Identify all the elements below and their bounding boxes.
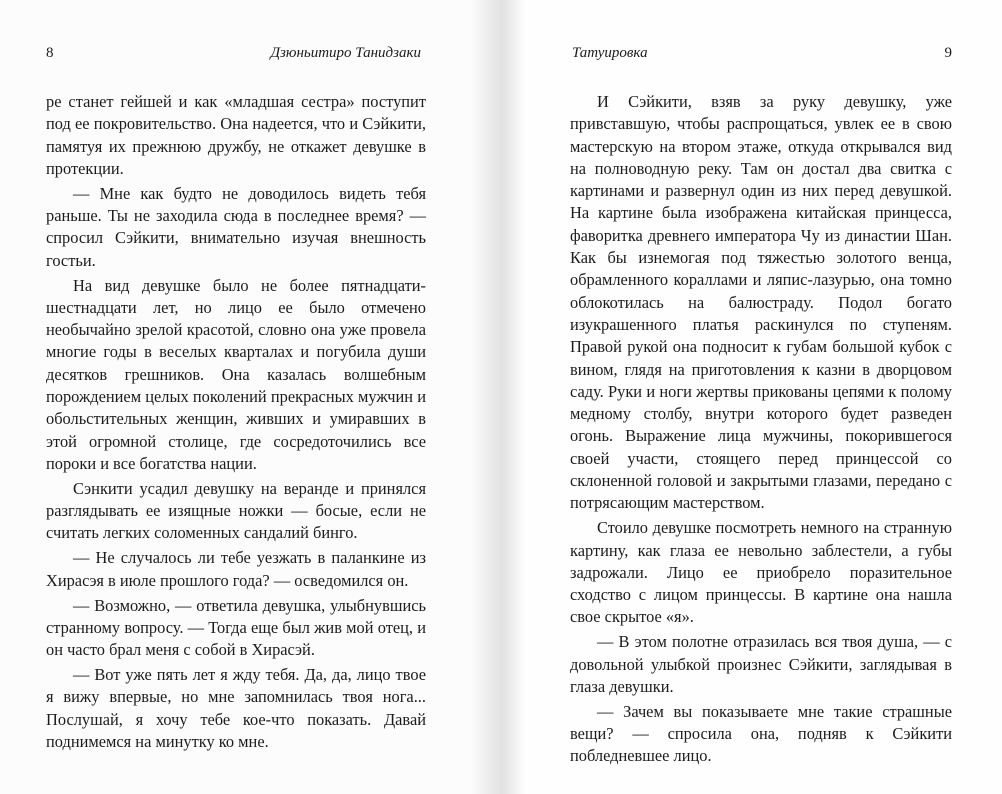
paragraph: Стоило девушке посмотреть немного на странную картину, как глаза ее невольно заблестели, а губы задрожали. Лицо ее приобрело поразительное сходство с лицом принцессы. В картине она нашла свое скрытое «я».: [570, 518, 952, 627]
body-text: [46, 91, 426, 753]
paragraph: — В этом полотне отразилась вся твоя душа, — с довольной улыбкой произнес Сэйкити, заглядывая в глаза девушки.: [570, 632, 952, 696]
running-head-title: Татуировка: [572, 45, 648, 61]
right-page: [501, 0, 1002, 794]
paragraph: — Возможно, — ответила девушка, улыбнувшись странному вопросу. — Тогда еще был жив мой отец, и он часто брал меня с собой в Хирасэй.: [46, 595, 426, 660]
paragraph: — Зачем вы показываете мне такие страшные вещи? — спросила она, подняв к Сэйкити побледневшее лицо.: [570, 701, 952, 766]
paragraph: — Мне как будто не доводилось видеть тебя раньше. Ты не заходила сюда в последнее время? — спросил Сэйкити, внимательно изучая внешность гостьи.: [46, 183, 426, 270]
paragraph: — Вот уже пять лет я жду тебя. Да, да, лицо твое я вижу впервые, но мне запомнилась твоя нога... Послушай, я хочу тебе кое-что показать. Давай поднимемся на минутку ко мне.: [46, 664, 426, 751]
paragraph: На вид девушке было не более пятнадцати-шестнадцати лет, но лицо ее было отмечено необычайно зрелой красотой, словно она уже провела многие годы в веселых кварталах и погубила души десятков грешников. Она казалась волшебным порождением целых поколений прекрасных мужчин и обольстительных женщин, живших и умиравших в этой огромной столице, где сосредоточились все пороки и все богатства нации.: [46, 275, 426, 473]
body-text: [570, 91, 952, 768]
page-number: 9: [944, 45, 952, 61]
gutter-shadow: [501, 0, 525, 794]
running-head-author: Дзюньитиро Танидзаки: [270, 45, 421, 61]
paragraph: Сэнкити усадил девушку на веранде и принялся разглядывать ее изящные ножки — босые, если не считать легких соломенных сандалий бинго.: [46, 478, 426, 543]
gutter-shadow: [471, 0, 501, 794]
page-number: 8: [46, 45, 54, 61]
page-header: [0, 42, 501, 66]
paragraph: ре станет гейшей и как «младшая сестра» поступит под ее покровительство. Она надеется, что и Сэйкити, памятуя их прежнюю дружбу, не откажет девушке в протекции.: [46, 92, 426, 178]
paragraph: И Сэйкити, взяв за руку девушку, уже привставшую, чтобы распрощаться, увлек ее в свою мастерскую на втором этаже, откуда открывался вид на полноводную реку. Там он достал два свитка с картинами и развернул один из них перед девушкой. На картине была изображена китайская принцесса, фаворитка древнего императора Чу из династии Шан. Как бы изнемогая под тяжестью золотого венца, обрамленного кораллами и ляпис-лазурью, она томно облокотилась на балюстраду. Подол богато изукрашенного платья раскинулся по ступеням. Правой рукой она подносит к губам большой кубок с вином, глядя на приготовления к казни в дворцовом саду. Руки и ноги жертвы прикованы цепями к полому медному столбу, внутри которого будет разведен огонь. Выражение лица мужчины, покорившегося своей участи, стоящего перед принцессой со склоненной головой и закрытыми глазами, передано с потрясающим мастерством.: [570, 92, 952, 513]
paragraph: — Не случалось ли тебе уезжать в паланкине из Хирасэя в июле прошлого года? — осведомился он.: [46, 548, 426, 590]
page-header: [501, 42, 1002, 66]
